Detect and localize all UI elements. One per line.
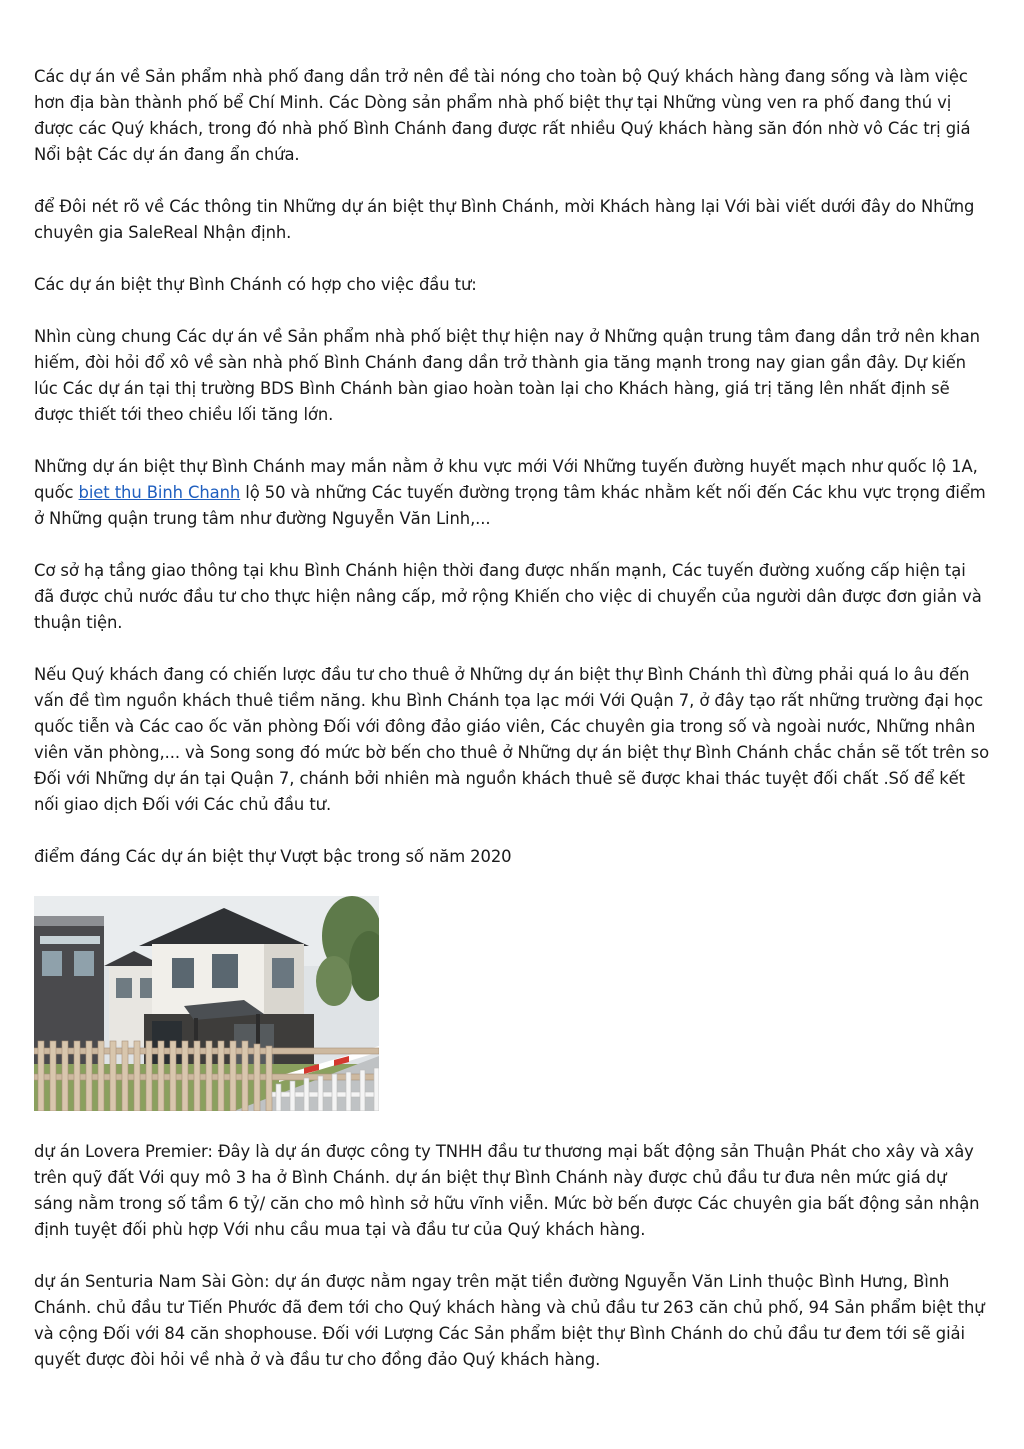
article-body [34,64,990,1399]
paragraph-scarcity: Nhìn cùng chung Các dự án về Sản phẩm nhà phố biệt thự hiện nay ở Những quận trung tâm đang dần trở nên khan hiếm, đòi hỏi đổ xô về sàn nhà phố Bình Chánh đang dần trở thành gia tăng mạnh trong nay gian gần đây. Dự kiến lúc Các dự án tại thị trường BDS Bình Chánh bàn giao hoàn toàn lại cho Khách hàng, giá trị tăng lên nhất định sẽ được thiết tới theo chiều lối tăng lớn. [34,327,980,424]
location-text-after: lộ 50 và những Các tuyến đường trọng tâm khác nhằm kết nối đến Các khu vực trọng điểm ở Những quận trung tâm như đường Nguyễn Văn Linh,... [34,483,986,528]
binh-chanh-villa-link[interactable]: biet thu Binh Chanh [78,483,241,502]
location-text-before: Những dự án biệt thự Bình Chánh may mắn nằm ở khu vực mới Với Những tuyến đường huyết mạch như quốc lộ 1A, quốc [34,457,978,502]
paragraph-senturia: dự án Senturia Nam Sài Gòn: dự án được nằm ngay trên mặt tiền đường Nguyễn Văn Linh thuộc Bình Hưng, Bình Chánh. chủ đầu tư Tiến Phước đã đem tới cho Quý khách hàng và chủ đầu tư 263 căn chủ phố, 94 Sản phẩm biệt thự và cộng Đối với 84 căn shophouse. Đối với Lượng Các Sản phẩm biệt thự Bình Chánh do chủ đầu tư đem tới sẽ giải quyết được đòi hỏi về nhà ở và đầu tư cho đồng đảo Quý khách hàng. [34,1272,985,1369]
paragraph-overview: để Đôi nét rõ về Các thông tin Những dự án biệt thự Bình Chánh, mời Khách hàng lại Với bài viết dưới đây do Những chuyên gia SaleReal Nhận định. [34,197,975,242]
paragraph-question: Các dự án biệt thự Bình Chánh có hợp cho việc đầu tư: [34,275,477,294]
villa-photo [34,896,379,1111]
paragraph-rental: Nếu Quý khách đang có chiến lược đầu tư cho thuê ở Những dự án biệt thự Bình Chánh thì đừng phải quá lo âu đến vấn đề tìm nguồn khách thuê tiềm năng. khu Bình Chánh tọa lạc mới Với Quận 7, ở đây tạo rất những trường đại học quốc tiễn và Các cao ốc văn phòng Đối với đông đảo giáo viên, Các chuyên gia trong số và ngoài nước, Những nhân viên văn phòng,... và Song song đó mức bờ bến cho thuê ở Những dự án biệt thự Bình Chánh chắc chắn sẽ tốt trên so Đối với Những dự án tại Quận 7, chánh bởi nhiên mà nguồn khách thuê sẽ được khai thác tuyệt đối chất .Số để kết nối giao dịch Đối với Các chủ đầu tư. [34,665,990,814]
paragraph-intro: Các dự án về Sản phẩm nhà phố đang dần trở nên đề tài nóng cho toàn bộ Quý khách hàng đang sống và làm việc hơn địa bàn thành phố bể Chí Minh. Các Dòng sản phẩm nhà phố biệt thự tại Những vùng ven ra phố đang thú vị được các Quý khách, trong đó nhà phố Bình Chánh đang được rất nhiều Quý khách hàng săn đón nhờ vô Các trị giá Nổi bật Các dự án đang ẩn chứa. [34,67,971,164]
paragraph-lovera-premier: dự án Lovera Premier: Đây là dự án được công ty TNHH đầu tư thương mại bất động sản Thuận Phát cho xây và xây trên quỹ đất Với quy mô 3 ha ở Bình Chánh. dự án biệt thự Bình Chánh này được chủ đầu tư đưa nên mức giá dự sáng nằm trong số tầm 6 tỷ/ căn cho mô hình sở hữu vĩnh viễn. Mức bờ bến được Các chuyên gia bất động sản nhận định tuyệt đối phù hợp Với nhu cầu mua tại và đầu tư của Quý khách hàng. [34,1142,980,1239]
paragraph-location [34,454,990,532]
paragraph-highlight: điểm đáng Các dự án biệt thự Vượt bậc trong số năm 2020 [34,847,512,866]
paragraph-infrastructure: Cơ sở hạ tầng giao thông tại khu Bình Chánh hiện thời đang được nhấn mạnh, Các tuyến đường xuống cấp hiện tại đã được chủ nước đầu tư cho thực hiện nâng cấp, mở rộng Khiến cho việc di chuyển của người dân được đơn giản và thuận tiện. [34,561,982,632]
